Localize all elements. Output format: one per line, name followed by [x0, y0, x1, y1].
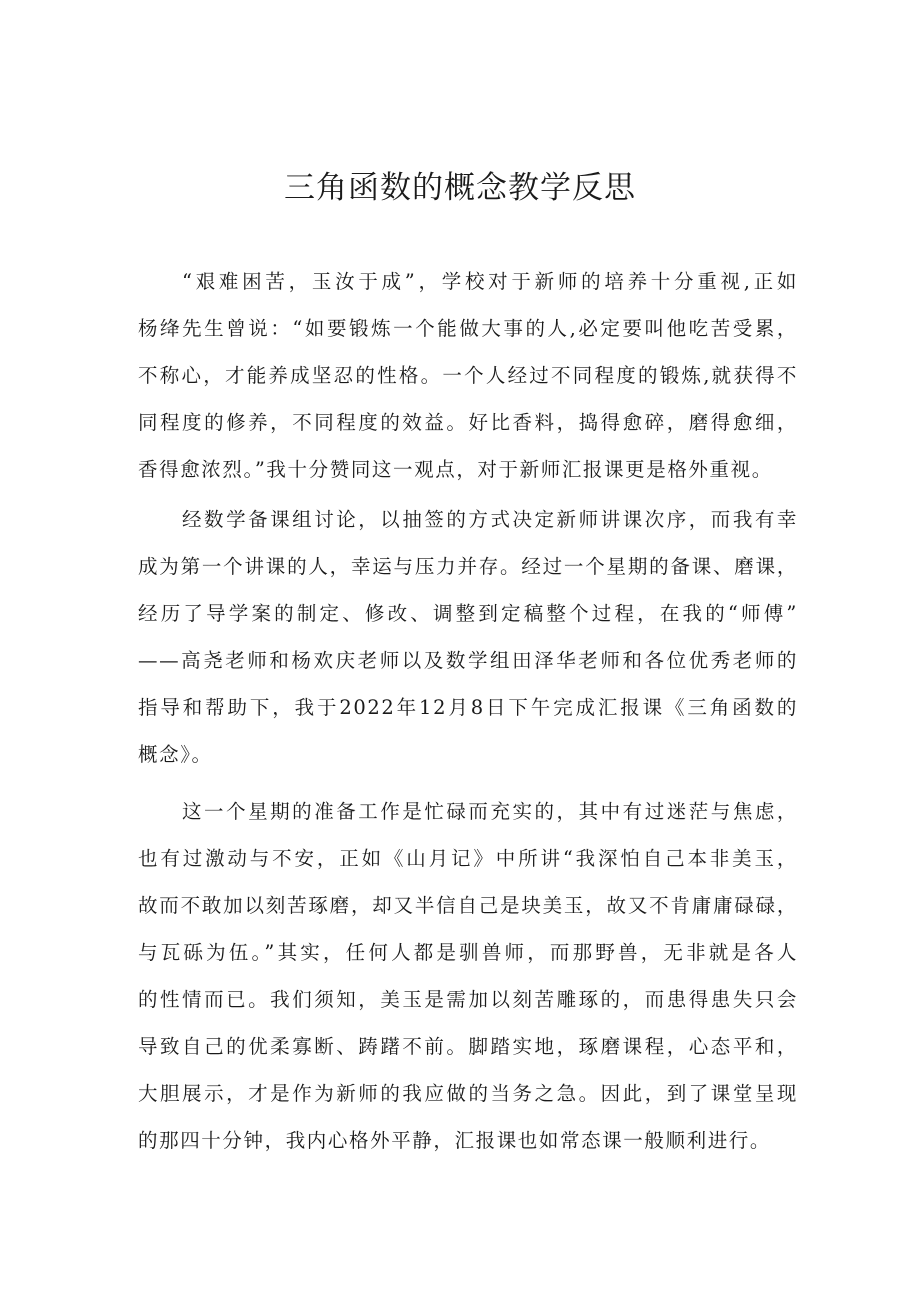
paragraph-line: 香得愈浓烈。”我十分赞同这一观点，对于新师汇报课更是格外重视。: [138, 458, 773, 481]
paragraph-line: 经数学备课组讨论，以抽签的方式决定新师讲课次序，而我有幸: [182, 508, 798, 531]
paragraph-line: 杨绛先生曾说：“如要锻炼一个能做大事的人,必定要叫他吃苦受累，: [138, 317, 798, 340]
paragraph-line: 也有过激动与不安，正如《山月记》中所讲“我深怕自己本非美玉，: [138, 847, 798, 870]
paragraph-line: 概念》。: [138, 743, 213, 766]
paragraph-line: ——高尧老师和杨欢庆老师以及数学组田泽华老师和各位优秀老师的: [138, 649, 798, 672]
paragraph-line: 的性情而已。我们须知，美玉是需加以刻苦雕琢的，而患得患失只会: [138, 988, 798, 1011]
paragraph-line: 与瓦砾为伍。”其实，任何人都是驯兽师，而那野兽，无非就是各人: [138, 941, 798, 964]
paragraph-line: 经历了导学案的制定、修改、调整到定稿整个过程，在我的“师傅”: [138, 602, 798, 625]
paragraph-line: 指导和帮助下，我于2022年12月8日下午完成汇报课《三角函数的: [138, 696, 798, 719]
paragraph-line: 同程度的修养，不同程度的效益。好比香料，捣得愈碎，磨得愈细，: [138, 411, 798, 434]
paragraph-line: 导致自己的优柔寡断、踌躇不前。脚踏实地，琢磨课程，心态平和，: [138, 1035, 798, 1058]
paragraph-line: “艰难困苦，玉汝于成”，学校对于新师的培养十分重视,正如: [182, 270, 798, 293]
paragraph-line: 不称心，才能养成坚忍的性格。一个人经过不同程度的锻炼,就获得不: [138, 364, 798, 387]
paragraph-line: 这一个星期的准备工作是忙碌而充实的，其中有过迷茫与焦虑，: [182, 800, 798, 823]
paragraph-line: 故而不敢加以刻苦琢磨，却又半信自己是块美玉，故又不肯庸庸碌碌，: [138, 894, 798, 917]
paragraph-line: 大胆展示，才是作为新师的我应做的当务之急。因此，到了课堂呈现: [138, 1082, 798, 1105]
paragraph-line: 的那四十分钟，我内心格外平静，汇报课也如常态课一般顺利进行。: [138, 1129, 772, 1152]
page-title: 三角函数的概念教学反思: [284, 170, 636, 206]
paragraph-line: 成为第一个讲课的人，幸运与压力并存。经过一个星期的备课、磨课，: [138, 555, 798, 578]
